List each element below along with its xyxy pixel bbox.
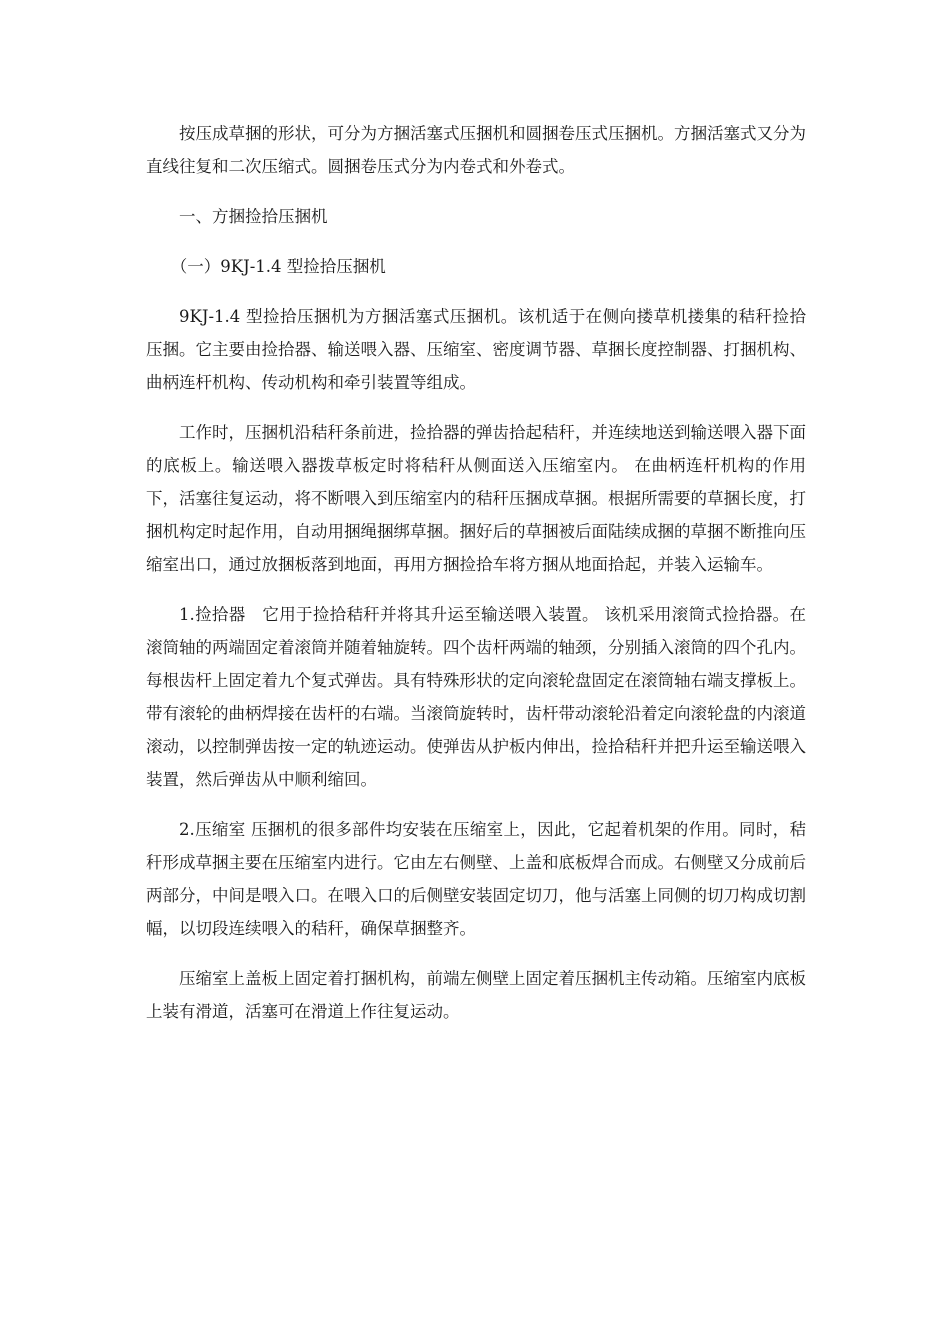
pickup-paragraph: 1.捡拾器 它用于捡拾秸秆并将其升运至输送喂入装置。 该机采用滚筒式捡拾器。在滚筒轴的两端固定着滚筒并随着轴旋转。四个齿杆两端的轴颈，分别插入滚筒的四个孔内。每根齿杆上固定着九个复式弹齿。具有特殊形状的定向滚轮盘固定在滚筒轴右端支撑板上。带有滚轮的曲柄焊接在齿杆的右端。当滚筒旋转时，齿杆带动滚轮沿着定向滚轮盘的内滚道滚动，以控制弹齿按一定的轨迹运动。使弹齿从护板内伸出，捡拾秸秆并把升运至输送喂入装置，然后弹齿从中顺利缩回。 — [146, 605, 806, 789]
section-heading: 一、方捆捡拾压捆机 — [179, 207, 328, 226]
intro-paragraph: 按压成草捆的形状，可分为方捆活塞式压捆机和圆捆卷压式压捆机。方捆活塞式又分为直线往复和二次压缩式。圆捆卷压式分为内卷式和外卷式。 — [146, 124, 806, 176]
subsection-heading: （一）9KJ-1.4 型捡拾压捆机 — [170, 257, 386, 276]
chamber-components-paragraph: 压缩室上盖板上固定着打捆机构，前端左侧壁上固定着压捆机主传动箱。压缩室内底板上装有滑道，活塞可在滑道上作往复运动。 — [146, 969, 806, 1021]
working-process-paragraph: 工作时，压捆机沿秸秆条前进，捡拾器的弹齿拾起秸秆，并连续地送到输送喂入器下面的底板上。输送喂入器拨草板定时将秸秆从侧面送入压缩室内。 在曲柄连杆机构的作用下，活塞往复运动，将不断喂入到压缩室内的秸秆压捆成草捆。根据所需要的草捆长度，打捆机构定时起作用，自动用捆绳捆绑草捆。捆好后的草捆被后面陆续成捆的草捆不断推向压缩室出口，通过放捆板落到地面，再用方捆捡拾车将方捆从地面拾起，并装入运输车。 — [146, 423, 806, 574]
machine-description-paragraph: 9KJ-1.4 型捡拾压捆机为方捆活塞式压捆机。该机适于在侧向搂草机搂集的秸秆捡拾压捆。它主要由捡拾器、输送喂入器、压缩室、密度调节器、草捆长度控制器、打捆机构、曲柄连杆机构、传动机构和牵引装置等组成。 — [146, 307, 806, 392]
compression-chamber-paragraph: 2.压缩室 压捆机的很多部件均安装在压缩室上，因此，它起着机架的作用。同时，秸秆形成草捆主要在压缩室内进行。它由左右侧壁、上盖和底板焊合而成。右侧壁又分成前后两部分，中间是喂入口。在喂入口的后侧壁安装固定切刀，他与活塞上同侧的切刀构成切割幅，以切段连续喂入的秸秆，确保草捆整齐。 — [146, 820, 806, 938]
document-body — [146, 117, 806, 1045]
